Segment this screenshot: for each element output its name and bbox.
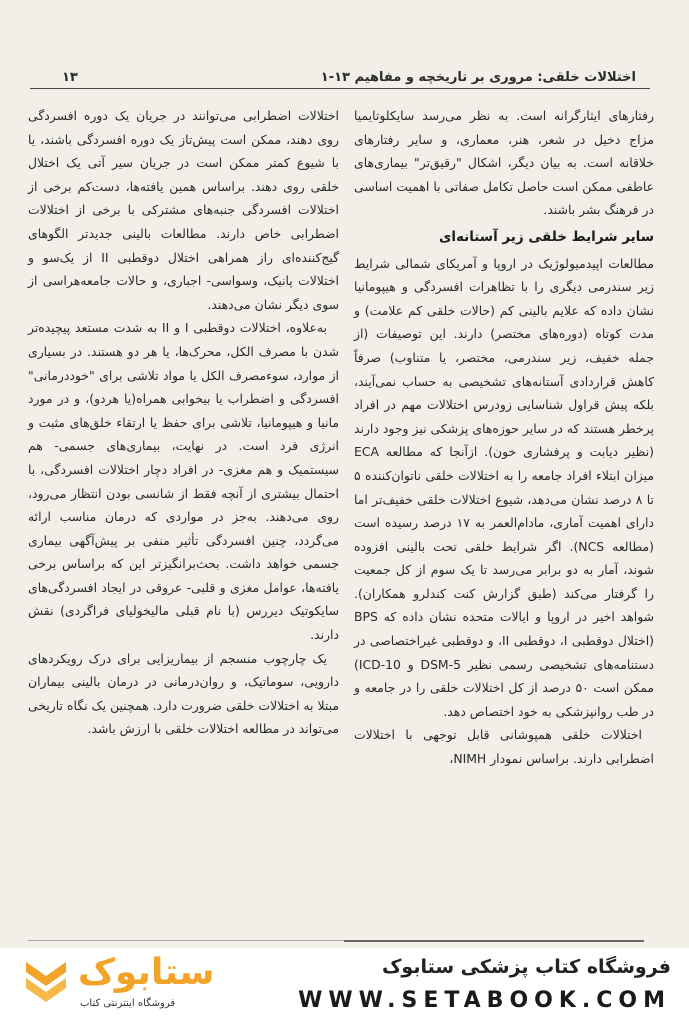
footer-rule <box>28 940 344 941</box>
chapter-title: ۱-۱۳ اختلالات خلقی: مروری بر تاریخچه و مفاهیم <box>320 70 636 85</box>
paragraph: یک چارچوب منسجم از بیماریزایی برای درک رویکردهای دارویی، سوماتیک، و روان‌درمانی در درمان بالینی بیماران مبتلا به اختلالات خلقی ضرورت دارد. همچنین یک نگاه تاریخی می‌تواند در مطالعه اختلالات خلقی با ارزش باشد. <box>28 650 339 737</box>
paragraph: رفتارهای ایثارگرانه است. به نظر می‌رسد سایکلوتایمیا مزاج دخیل در شعر، هنر، معماری، و سایر رفتارهای خلاقانه است. به بیان دیگر، اشکال "رقیق‌تر" بیماری‌های عاطفی ممکن است حاصل تکامل صفاتی با اهمیت اساسی در فرهنگ بشر باشند. <box>354 108 654 218</box>
store-name: فروشگاه کتاب پزشکی ستابوک <box>381 956 671 978</box>
section-heading: سایر شرایط خلقی زیر آستانه‌ای <box>438 228 654 245</box>
paragraph: مطالعات اپیدمیولوژیک در اروپا و آمریکای شمالی شرایط زیر سندرمی دیگری را با تظاهرات افسردگی و هیپومانیا نشان داده که علایم بالینی کم (حالات خلقی کم علامت) و مدت کوتاه (دوره‌های مختصر) دارند. این توصیفات (از جمله خفیف، زیر سندرمی، مختصر، یا متناوب) صرفاً کاهش قراردادی آستانه‌های تشخیصی به حساب نمی‌آیند، بلکه پیش قراول شناسایی زودرس اختلالات مهم در افراد پرخطر هستند که در سایر حوزه‌های پزشکی نیز وجود دارند (نظیر دیابت و پرفشاری خون). ازآنجا که مطالعه ECA میزان ابتلاء افراد جامعه را به اختلالات خلقی ناتوان‌کننده ۵ تا ۸ درصد نشان می‌دهد، شیوع اختلالات خلقی خفیف‌تر اما دارای اهمیت آماری، مادام‌العمر به ۱۷ درصد رسیده است (مطالعه NCS). اگر شرایط خلقی تحت بالینی افزوده شوند، آمار به دو برابر می‌رسد تا یک سوم از کل جمعیت را گرفتار می‌کند (طبق گزارش کنت کندلرو همکاران). شواهد اخیر در اروپا و ایالات متحده نشان داده که BPS (اختلال دوقطبی I، دوقطبی II، و دوقطبی غیراختصاصی در دستنامه‌های تشخیصی رسمی نظیر DSM-5 و ICD-10) ممکن است ۵۰ درصد از کل اختلالات خلقی را در جامعه و در طب روانپزشکی به خود اختصاص دهد. <box>354 255 654 719</box>
store-banner <box>0 948 689 1024</box>
paragraph: به‌علاوه، اختلالات دوقطبی I و II به شدت مستعد پیچیده‌تر شدن با مصرف الکل، محرک‌ها، یا هر دو هستند. در بسیاری از موارد، سوءمصرف الکل یا مواد تلاشی برای "خوددرمانی" افسردگی و اضطراب یا بیخوابی همراه(یا هردو)، و در مورد مانیا و هیپومانیا، تلاشی برای حفظ یا ارتقاء خلق‌های مثبت و انرژی فرد است. در نهایت، بیماری‌های جسمی- هم سیستمیک و هم مغزی- در افراد دچار اختلالات افسردگی، با احتمال بیشتری از آنچه فقط از شانسی بودن انتظار می‌رود، روی می‌دهند. به‌جز در مواردی که درمان مناسب ارائه می‌گردد، چنین افسردگی تأثیر منفی بر پیش‌آگهی بیماری جسمی خواهد داشت. بحث‌برانگیزتر این که براساس برخی یافته‌ها، عوامل مغزی و قلبی- عروقی در ایجاد افسردگی‌های سایکوتیک دیررس (با نام قبلی مالیخولیای فراگردی) نقش دارند. <box>28 320 339 643</box>
chevron-logo-icon <box>22 958 70 1008</box>
paragraph: اختلالات خلقی همپوشانی قابل توجهی با اختلالات اضطرابی دارند. براساس نمودار NIMH، <box>354 727 654 767</box>
page-header <box>30 62 650 89</box>
paragraph: اختلالات اضطرابی می‌توانند در جریان یک دوره افسردگی روی دهند، ممکن است پیش‌تاز یک دوره افسردگی باشند، یا با شیوع کمتر ممکن است در جریان سیر آتی یک اختلال خلقی روی دهند. براساس همین یافته‌ها، دست‌کم برخی از اختلالات افسردگی جنبه‌های مشترکی با برخی از اختلالات اضطرابی خاص دارند. مطالعات بالینی جدیدتر الگوهای گیج‌کننده‌ای راز همراهی اختلال دوقطبی II از یک‌سو و اختلالات پانیک، وسواسی- اجباری، و حالات جامعه‌هراسی از سوی دیگر نشان می‌دهند. <box>28 108 339 312</box>
right-column <box>354 104 654 771</box>
logo-text: ستابوک <box>78 952 215 993</box>
left-column <box>28 104 339 741</box>
store-url-link[interactable]: WWW.SETABOOK.COM <box>298 988 671 1013</box>
store-logo[interactable] <box>22 954 272 1020</box>
page-number: ۱۳ <box>62 70 78 85</box>
footer-rule <box>344 940 644 942</box>
logo-subtitle: فروشگاه اینترنتی کتاب <box>80 998 176 1009</box>
